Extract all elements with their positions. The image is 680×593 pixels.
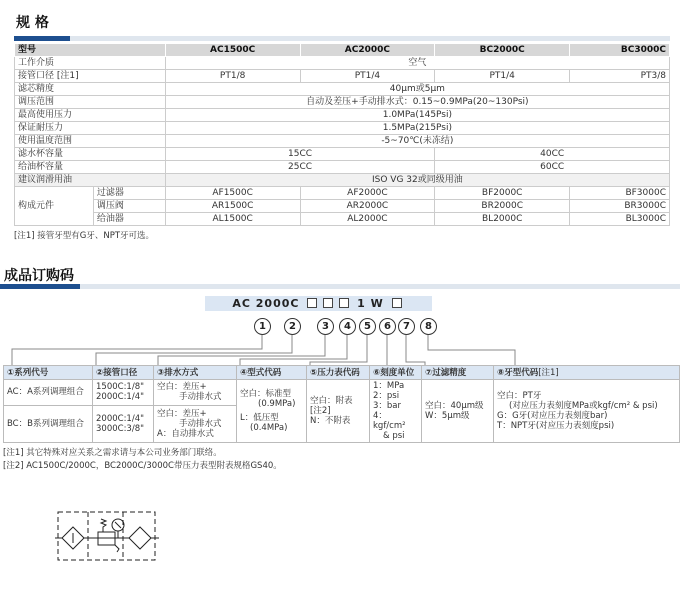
spec-title: 规 格	[16, 15, 49, 31]
spec-note: [注1] 接管牙型有G牙、NPT牙可选。	[14, 231, 155, 241]
header-cell: 型号	[15, 44, 166, 57]
cell: AF1500C	[165, 187, 300, 200]
cell: -5~70℃(未冻结)	[165, 135, 669, 148]
header-cell: AC2000C	[300, 44, 435, 57]
header-cell: ④型式代码	[237, 366, 307, 380]
row-label: 滤芯精度	[15, 83, 166, 96]
row-label: 接管口径 [注1]	[15, 70, 166, 83]
header-cell: BC3000C	[570, 44, 670, 57]
cell: AF2000C	[300, 187, 435, 200]
position-marker-8: 8	[420, 318, 437, 335]
row-label: 保证耐压力	[15, 122, 166, 135]
header-cell: ⑦过滤精度	[422, 366, 494, 380]
cell: AL1500C	[165, 213, 300, 226]
pneumatic-symbol	[55, 505, 160, 565]
table-row	[4, 380, 680, 406]
cell: 空白：附表 [注2] N：不附表	[307, 380, 370, 443]
cell: BF2000C	[435, 187, 570, 200]
cell: 1.0MPa(145Psi)	[165, 109, 669, 122]
header-cell: ⑥刻度单位	[370, 366, 422, 380]
position-marker-5: 5	[359, 318, 376, 335]
position-marker-3: 3	[317, 318, 334, 335]
header-cell: ②接管口径	[93, 366, 154, 380]
cell: 1：MPa 2：psi 3：bar 4：kgf/cm² & psi	[370, 380, 422, 443]
position-marker-4: 4	[339, 318, 356, 335]
cell: 空白：差压+ 手动排水式	[154, 380, 237, 406]
row-label: 调压范围	[15, 96, 166, 109]
cell: 40μm或5μm	[165, 83, 669, 96]
cell: 25CC	[165, 161, 435, 174]
cell: PT1/4	[300, 70, 435, 83]
cell: 40CC	[435, 148, 670, 161]
cell: BR3000C	[570, 200, 670, 213]
row-label: 构成元件	[15, 187, 94, 226]
lubricator-icon	[129, 527, 151, 549]
position-marker-6: 6	[379, 318, 396, 335]
cell: BR2000C	[435, 200, 570, 213]
order-note-2: [注2] AC1500C/2000C，BC2000C/3000C带压力表型附表规格GS40。	[3, 461, 282, 471]
sub-label: 过滤器	[93, 187, 165, 200]
cell: AR1500C	[165, 200, 300, 213]
order-section	[3, 365, 680, 473]
row-label: 给油杯容量	[15, 161, 166, 174]
code-series: AC	[232, 297, 251, 310]
header-cell: ⑧牙型代码[注1]	[494, 366, 680, 380]
cell: BL2000C	[435, 213, 570, 226]
cell: 1.5MPa(215Psi)	[165, 122, 669, 135]
order-code-table	[3, 365, 680, 443]
position-marker-7: 7	[398, 318, 415, 335]
cell: 空气	[165, 57, 669, 70]
position-marker-2: 2	[284, 318, 301, 335]
header-cell: AC1500C	[165, 44, 300, 57]
cell: AC：A系列调理组合	[4, 380, 93, 406]
cell: 空白：差压+ 手动排水式 A：自动排水式	[154, 405, 237, 442]
table-header	[4, 366, 680, 380]
cell: BC：B系列调理组合	[4, 405, 93, 442]
code-unit: 1	[357, 297, 366, 310]
order-title: 成品订购码	[4, 268, 74, 284]
cell: 空白：PT牙 (对应压力表刻度MPa或kgf/cm² & psi) G：G牙(对应压力表刻度bar) T：NPT牙(对应压力表刻度psi)	[494, 380, 680, 443]
row-label: 最高使用压力	[15, 109, 166, 122]
cell: ISO VG 32或同级用油	[165, 174, 669, 187]
sub-label: 调压阀	[93, 200, 165, 213]
cell: BL3000C	[570, 213, 670, 226]
cell: PT1/8	[165, 70, 300, 83]
row-label: 工作介质	[15, 57, 166, 70]
code-size: 2000C	[255, 297, 300, 310]
order-note-1: [注1] 其它特殊对应关系之需求请与本公司业务部门联络。	[3, 448, 222, 458]
cell: 空白：40μm级 W：5μm级	[422, 380, 494, 443]
row-label: 滤水杯容量	[15, 148, 166, 161]
cell: 15CC	[165, 148, 435, 161]
position-marker-1: 1	[254, 318, 271, 335]
cell: 60CC	[435, 161, 670, 174]
row-label: 使用温度范围	[15, 135, 166, 148]
cell: 自动及差压+手动排水式：0.15~0.9MPa(20~130Psi)	[165, 96, 669, 109]
row-label: 建议润滑用油	[15, 174, 166, 187]
header-cell: ③排水方式	[154, 366, 237, 380]
cell: 1500C:1/8" 2000C:1/4"	[93, 380, 154, 406]
sub-label: 给油器	[93, 213, 165, 226]
cell: 空白：标准型 (0.9MPa) L：低压型 (0.4MPa)	[237, 380, 307, 443]
header-cell: ①系列代号	[4, 366, 93, 380]
cell: BF3000C	[570, 187, 670, 200]
cell: AR2000C	[300, 200, 435, 213]
code-filter: W	[370, 297, 384, 310]
cell: 2000C:1/4" 3000C:3/8"	[93, 405, 154, 442]
header-cell: BC2000C	[435, 44, 570, 57]
cell: AL2000C	[300, 213, 435, 226]
header-cell: ⑤压力表代码	[307, 366, 370, 380]
cell: PT1/4	[435, 70, 570, 83]
cell: PT3/8	[570, 70, 670, 83]
